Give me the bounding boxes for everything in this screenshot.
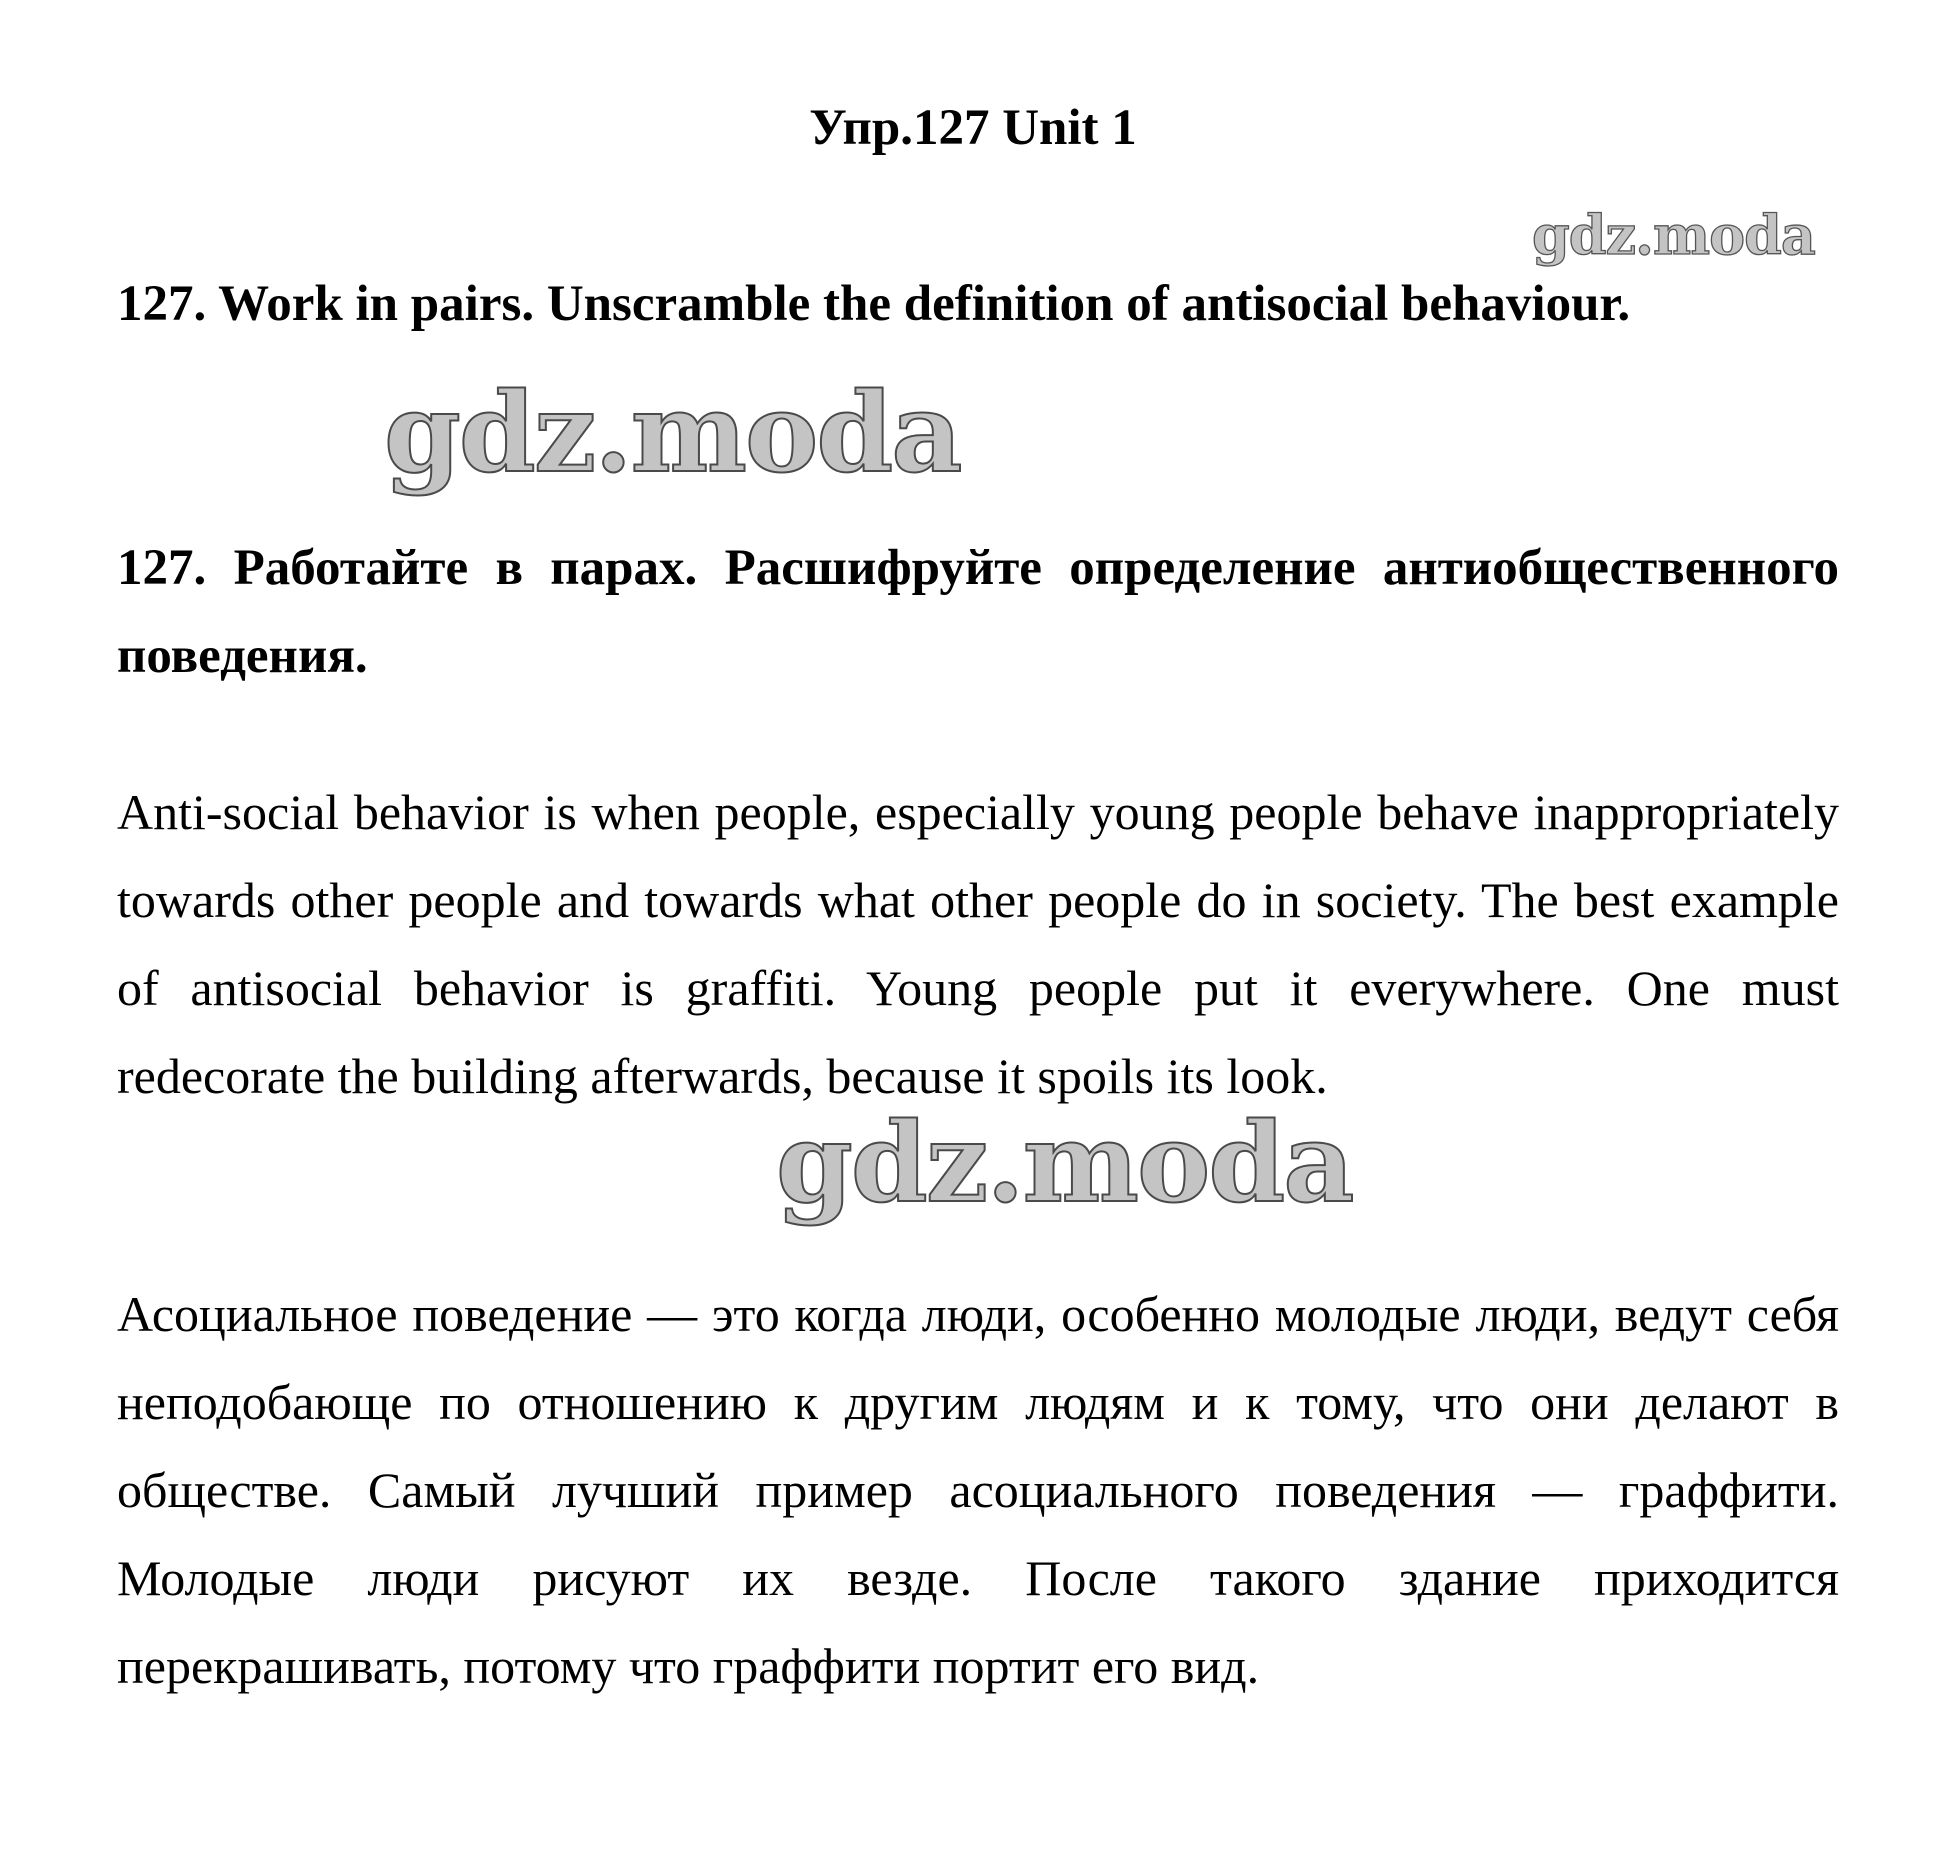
watermark-logo-top-right: gdz.moda bbox=[1532, 203, 1815, 267]
watermark-logo-lower: gdz.moda bbox=[776, 1098, 1353, 1227]
page-title: Упр.127 Unit 1 bbox=[809, 100, 1137, 156]
task-russian: 127. Работайте в парах. Расшифруйте определение антиобщественного поведения. bbox=[117, 540, 1839, 684]
task-english: 127. Work in pairs. Unscramble the definition of antisocial behaviour. bbox=[117, 276, 1631, 332]
answer-russian: Асоциальное поведение — это когда люди, особенно молодые люди, ведут себя неподобающе по отношению к другим людям и к тому, что они делают в обществе. Самый лучший пример асоциального поведения — граффити. Молодые люди рисуют их везде. После такого здание приходится перекрашивать, потому что граффити портит его вид. bbox=[117, 1286, 1839, 1694]
answer-english: Anti-social behavior is when people, especially young people behave inappropriately towards other people and towards what other people do in society. The best example of antisocial behavior is graffiti. Young people put it everywhere. One must redecorate the building afterwards, because it spoils its look. bbox=[117, 784, 1839, 1104]
watermark-logo-middle: gdz.moda bbox=[384, 368, 961, 497]
